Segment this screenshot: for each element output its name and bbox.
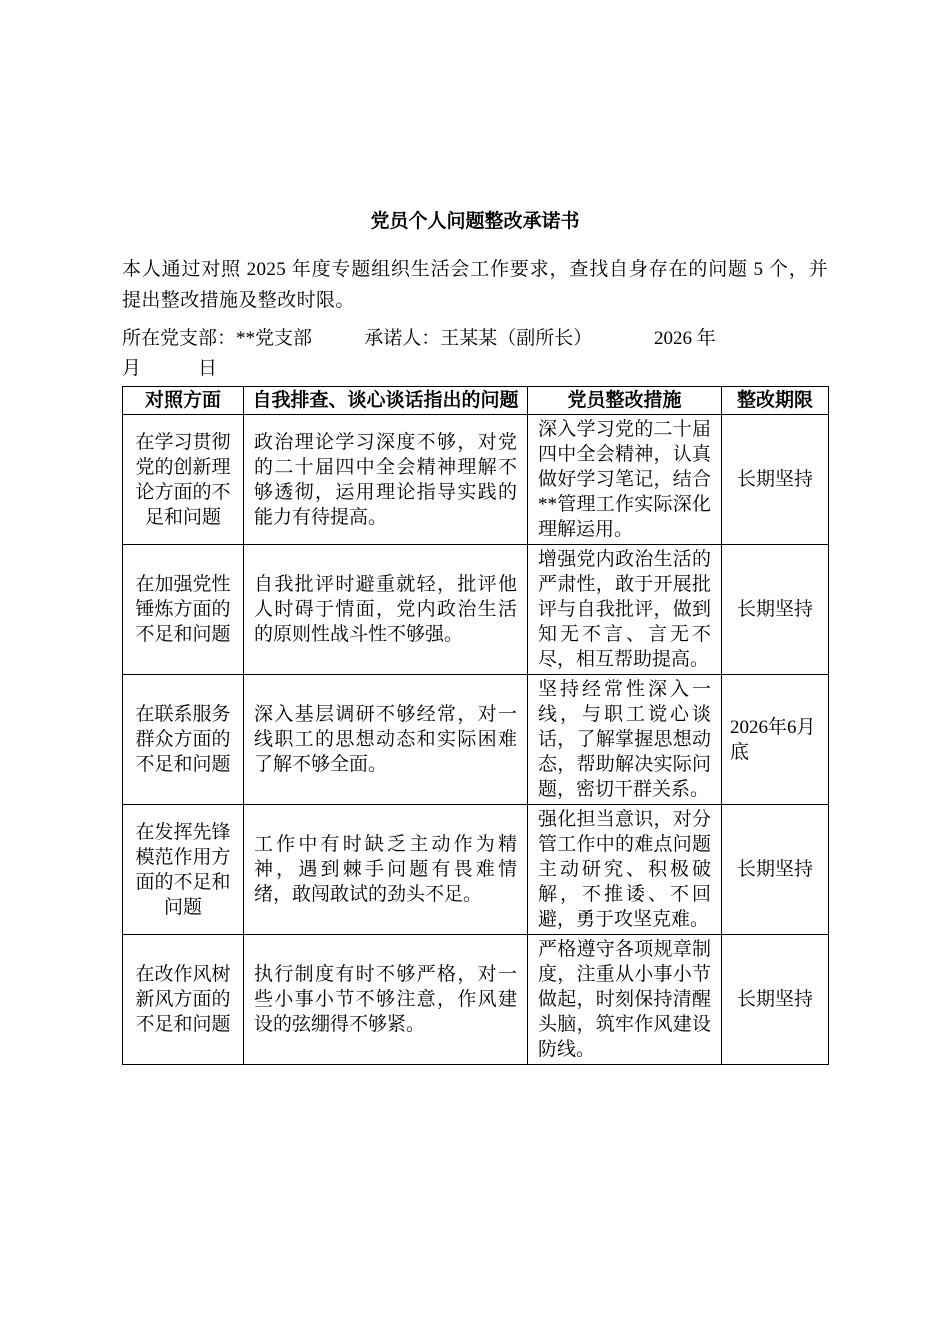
measure-cell: 严格遵守各项规章制度，注重从小事小节做起，时刻保持清醒头脑，筑牢作风建设防线。 <box>528 935 722 1065</box>
table-row <box>123 415 829 545</box>
rectification-table <box>122 386 829 1065</box>
deadline-cell: 长期坚持 <box>722 935 829 1065</box>
column-header: 整改期限 <box>722 387 829 415</box>
aspect-cell: 在发挥先锋模范作用方面的不足和问题 <box>123 805 244 935</box>
intro-paragraph: 本人通过对照 2025 年度专题组织生活会工作要求，查找自身存在的问题 5 个，并提出整改措施及整改时限。 <box>122 259 828 311</box>
column-header: 党员整改措施 <box>528 387 722 415</box>
deadline-cell: 长期坚持 <box>722 805 829 935</box>
deadline-cell: 长期坚持 <box>722 545 829 675</box>
table-row <box>123 675 829 805</box>
table-header-row <box>123 387 829 415</box>
table-row <box>123 805 829 935</box>
problem-cell: 执行制度有时不够严格，对一些小事小节不够注意，作风建设的弦绷得不够紧。 <box>244 935 528 1065</box>
deadline-cell: 长期坚持 <box>722 415 829 545</box>
table-row <box>123 935 829 1065</box>
problem-cell: 自我批评时避重就轻，批评他人时碍于情面，党内政治生活的原则性战斗性不够强。 <box>244 545 528 675</box>
signer-info <box>122 324 828 384</box>
column-header: 自我排查、谈心谈话指出的问题 <box>244 387 528 415</box>
measure-cell: 坚持经常性深入一线，与职工谠心谈话，了解掌握思想动态，帮助解决实际问题，密切干群关系。 <box>528 675 722 805</box>
aspect-cell: 在联系服务群众方面的不足和问题 <box>123 675 244 805</box>
column-header: 对照方面 <box>123 387 244 415</box>
document-content <box>122 0 828 1065</box>
problem-cell: 工作中有时缺乏主动作为精神，遇到棘手问题有畏难情绪，敢闯敢试的劲头不足。 <box>244 805 528 935</box>
problem-cell: 政治理论学习深度不够，对党的二十届四中全会精神理解不够透彻，运用理论指导实践的能力有待提高。 <box>244 415 528 545</box>
table-row <box>123 545 829 675</box>
measure-cell: 增强党内政治生活的严肃性，敢于开展批评与自我批评，做到知无不言、言无不尽，相互帮助提高。 <box>528 545 722 675</box>
measure-cell: 强化担当意识，对分管工作中的难点问题主动研究、积极破解，不推诿、不回避，勇于攻坚克难。 <box>528 805 722 935</box>
aspect-cell: 在学习贯彻党的创新理论方面的不足和问题 <box>123 415 244 545</box>
measure-cell: 深入学习党的二十届四中全会精神，认真做好学习笔记，结合**管理工作实际深化理解运用。 <box>528 415 722 545</box>
aspect-cell: 在改作风树新风方面的不足和问题 <box>123 935 244 1065</box>
info-line-month-day: 月 日 <box>122 358 218 379</box>
deadline-cell: 2026年6月底 <box>722 675 829 805</box>
info-line-branch-promiser-year: 所在党支部：**党支部 承诺人：王某某（副所长） 2026 年 <box>122 328 716 349</box>
problem-cell: 深入基层调研不够经常，对一线职工的思想动态和实际困难了解不够全面。 <box>244 675 528 805</box>
aspect-cell: 在加强党性锤炼方面的不足和问题 <box>123 545 244 675</box>
page-title: 党员个人问题整改承诺书 <box>370 211 580 232</box>
